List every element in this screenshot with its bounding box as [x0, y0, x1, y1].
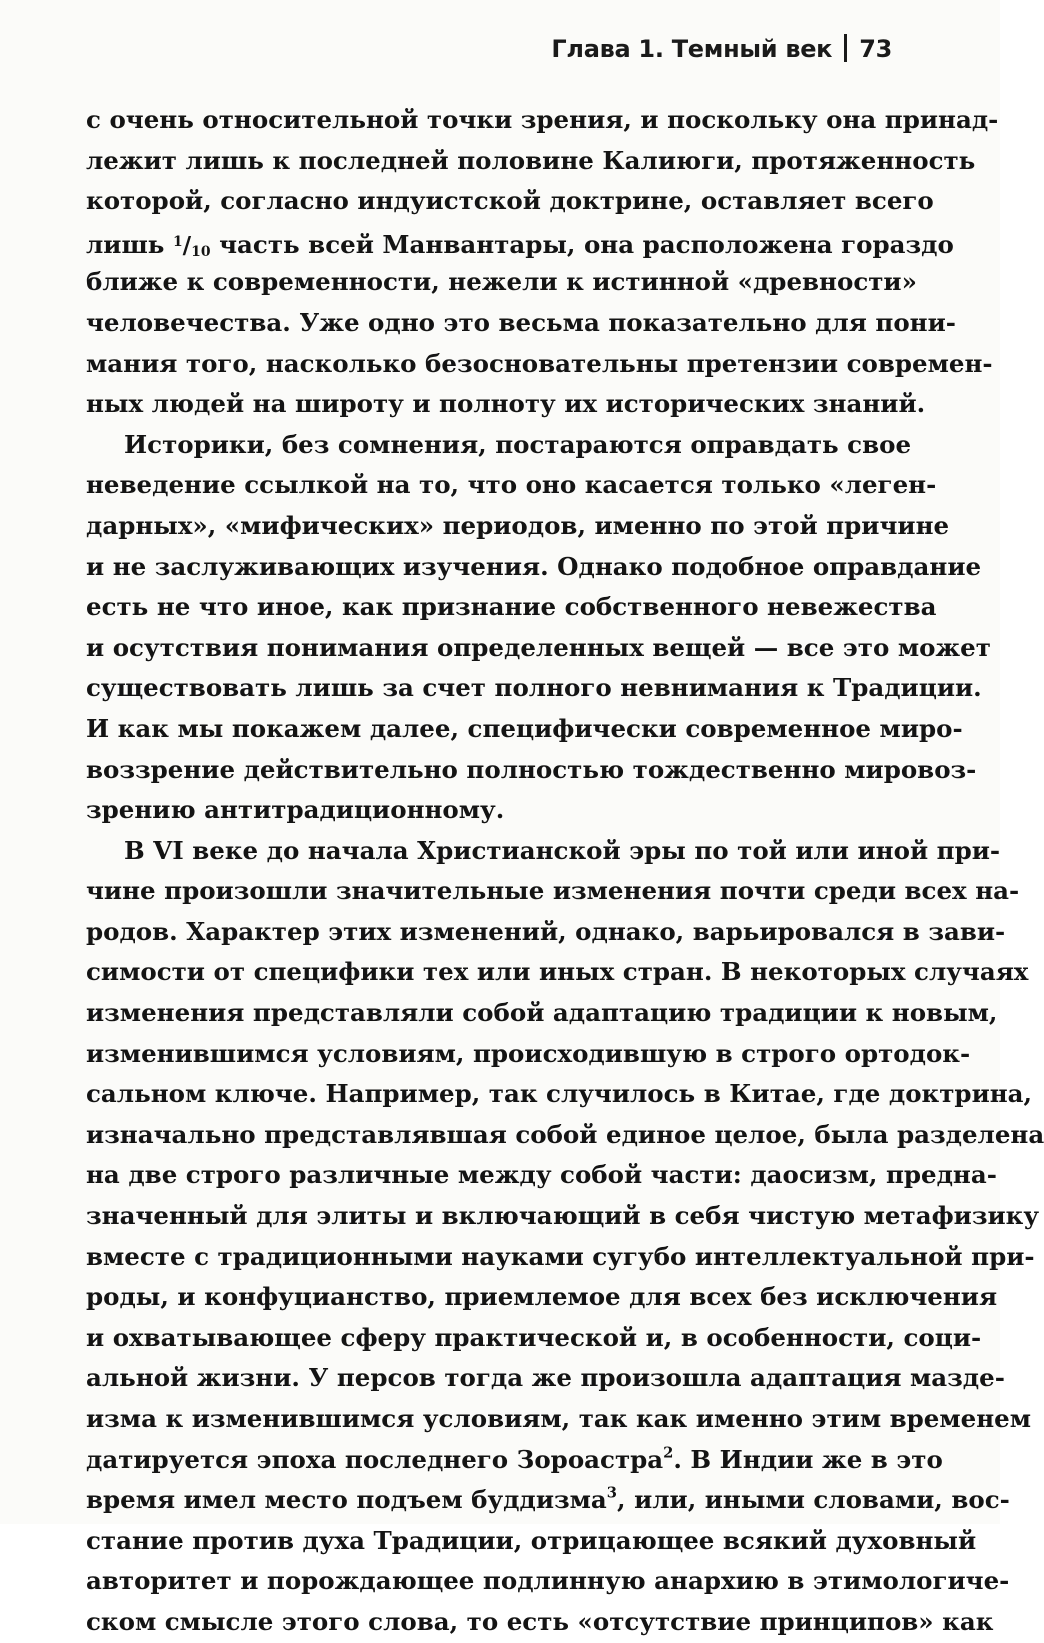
footnote-marker[interactable]: 2: [663, 1444, 674, 1462]
text-line: чине произошли значительные изменения почти среди всех на-: [86, 876, 1020, 906]
text-line: зрению антитрадиционному.: [86, 795, 505, 825]
text-line: и не заслуживающих изучения. Однако подобное оправдание: [86, 551, 982, 581]
text-line: значенный для элиты и включающий в себя чистую метафизику: [86, 1201, 1040, 1231]
text-line: дарных», «мифических» периодов, именно по этой причине: [86, 510, 950, 540]
text-line: с очень относительной точки зрения, и поскольку она принад-: [86, 105, 999, 134]
text-line: В VI веке до начала Христианской эры по той или иной при-: [124, 835, 1001, 865]
text-line: стание против духа Традиции, отрицающее всякий духовный: [86, 1525, 977, 1555]
text-line: изма к изменившимся условиям, так как именно этим временем: [86, 1404, 1032, 1433]
text-line: альной жизни. У персов тогда же произошла адаптация мазде-: [86, 1363, 1005, 1393]
text-line: есть не что иное, как признание собственного невежества: [86, 592, 937, 622]
text-line: И как мы покажем далее, специфически современное миро-: [86, 713, 963, 743]
text-line: изменившимся условиям, происходившую в строго ортодок-: [86, 1038, 971, 1068]
text-line: мания того, насколько безосновательны претензии современ-: [86, 348, 993, 378]
text-line: Историки, без сомнения, постараются оправдать свое: [124, 429, 912, 459]
chapter-title: Глава 1. Темный век: [551, 35, 833, 63]
text-line: ближе к современности, нежели к истинной «древности»: [86, 267, 917, 297]
text-line: датируется эпоха последнего Зороастра$^2$. В Индии же в это: [86, 1444, 943, 1474]
text-line: роды, и конфуцианство, приемлемое для всех без исключения: [86, 1282, 998, 1312]
paragraph-1: [86, 100, 999, 425]
text-line: симости от специфики тех или иных стран. В некоторых случаях: [86, 957, 1029, 987]
text-line: вместе с традиционными науками сугубо интеллектуальной при-: [86, 1241, 1035, 1271]
text-line: авторитет и порождающее подлинную анархию в этимологиче-: [86, 1566, 1010, 1596]
fraction: $^1/_{10}$: [172, 231, 211, 260]
body-text: [86, 100, 1044, 1643]
paragraph-3: [86, 831, 1044, 1643]
text-line: родов. Характер этих изменений, однако, варьировался в зави-: [86, 916, 1006, 946]
paragraph-2: [86, 425, 991, 831]
text-line: время имел место подъем буддизма$^3$, или, иными словами, вос-: [86, 1484, 1010, 1515]
running-header: [551, 34, 892, 63]
text-line: воззрение действительно полностью тождественно мировоз-: [86, 754, 977, 784]
text-line: которой, согласно индуистской доктрине, оставляет всего: [86, 186, 934, 216]
text-line: и осутствия понимания определенных вещей — все это может: [86, 632, 991, 662]
text-line: изменения представляли собой адаптацию традиции к новым,: [86, 998, 998, 1028]
header-separator: [844, 34, 847, 62]
text-line: сальном ключе. Например, так случилось в Китае, где доктрина,: [86, 1079, 1033, 1109]
page-number: 73: [859, 35, 892, 63]
text-line: лишь $^1/_{10}$ часть всей Манвантары, она расположена гораздо: [86, 229, 954, 260]
text-line: человечества. Уже одно это весьма показательно для пони-: [86, 307, 956, 337]
text-line: ском смысле этого слова, то есть «отсутствие принципов» как: [86, 1606, 994, 1636]
text-line: ных людей на широту и полноту их исторических знаний.: [86, 389, 926, 419]
text-line: существовать лишь за счет полного невнимания к Традиции.: [86, 673, 982, 703]
text-line: изначально представлявшая собой единое целое, была разделена: [86, 1119, 1044, 1149]
text-line: лежит лишь к последней половине Калиюги, протяженность: [86, 145, 976, 175]
text-line: на две строго различные между собой части: даосизм, предна-: [86, 1160, 997, 1190]
text-line: и охватывающее сферу практической и, в особенности, соци-: [86, 1322, 982, 1352]
footnote-marker[interactable]: 3: [606, 1484, 618, 1502]
text-line: неведение ссылкой на то, что оно касается только «леген-: [86, 470, 937, 500]
